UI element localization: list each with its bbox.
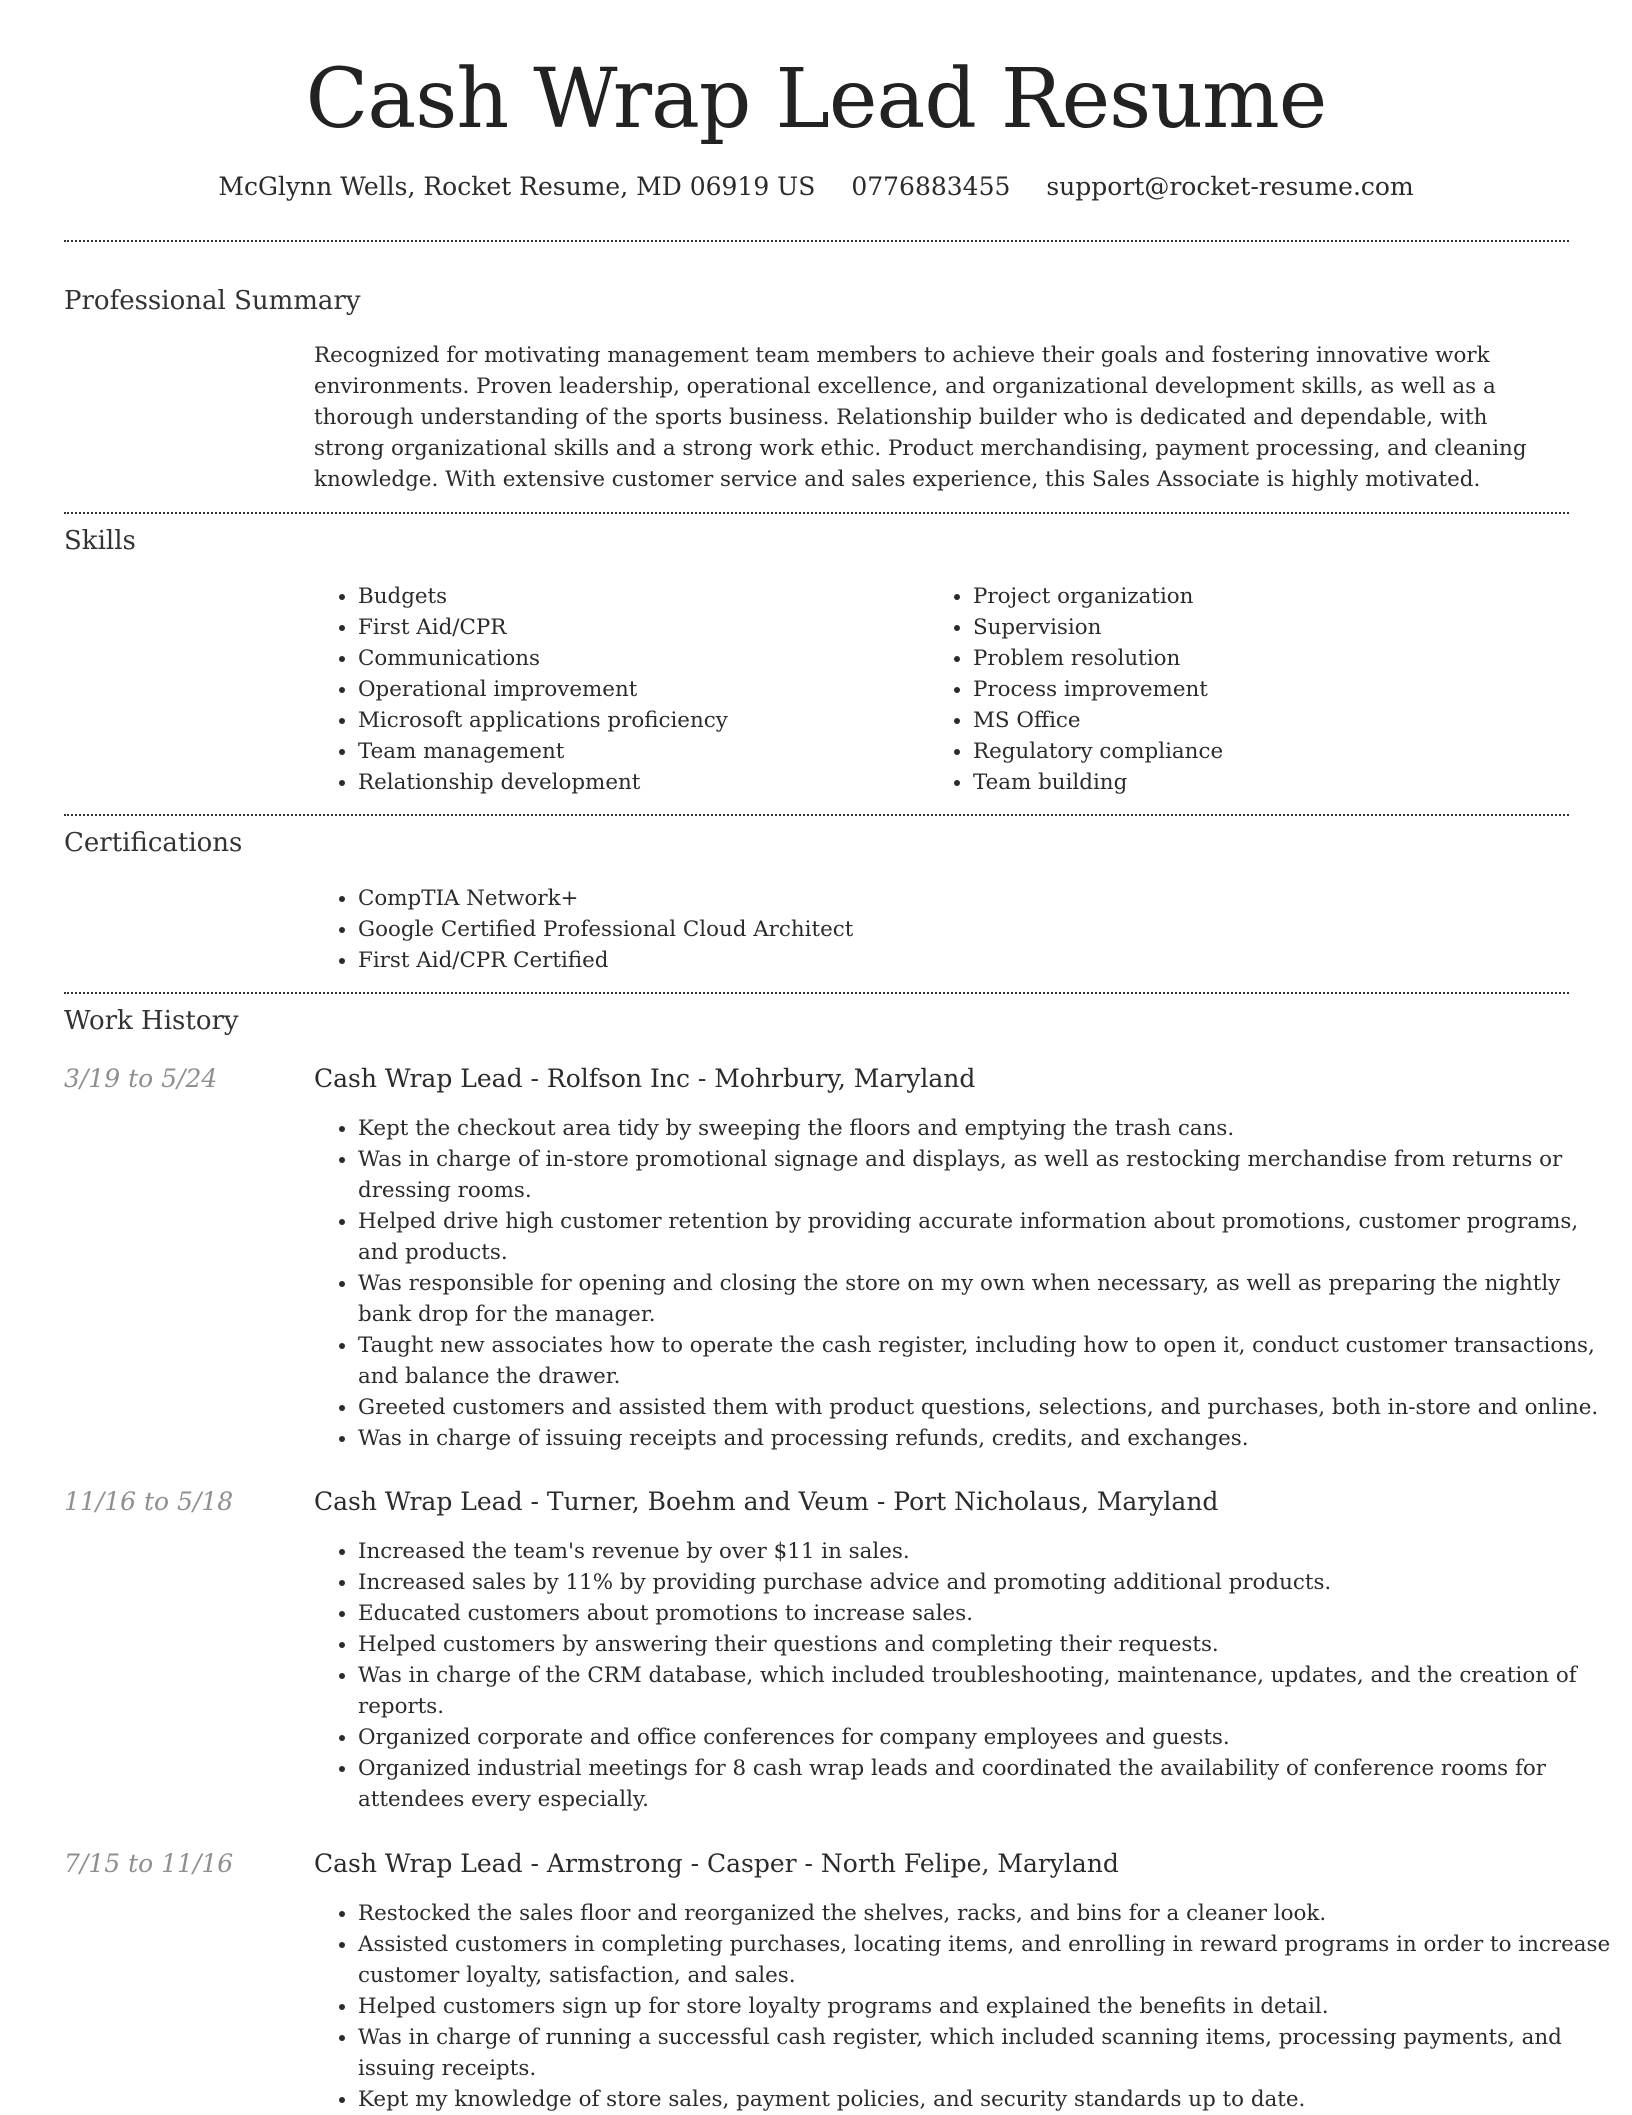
list-item: • First Aid/CPR Certified — [358, 945, 1558, 976]
list-item: • Increased sales by 11% by providing purchase advice and promoting additional products. — [358, 1567, 1614, 1598]
list-item: • Was in charge of running a successful cash register, which included scanning items, processing payments, and issuing receipts. — [358, 2022, 1614, 2084]
list-item: • Organized industrial meetings for 8 cash wrap leads and coordinated the availability of conference rooms for attendees every especially. — [358, 1753, 1614, 1815]
summary-text: Recognized for motivating management team members to achieve their goals and fostering innovative work environments. Proven leadership, operational excellence, and organizational development skills, as well as a thorough understanding of the sports business. Relationship builder who is dedicated and dependable, with strong organizational skills and a strong work ethic. Product merchandising, payment processing, and cleaning knowledge. With extensive customer service and sales experience, this Sales Associate is highly motivated. — [314, 343, 1527, 492]
job-dates: 3/19 to 5/24 — [64, 1064, 218, 1093]
list-item: • CompTIA Network+ — [358, 883, 1558, 914]
skills-list-left — [314, 581, 918, 798]
list-item: • Helped drive high customer retention by providing accurate information about promotions, customer programs, and products. — [358, 1206, 1614, 1268]
list-item: • Was in charge of the CRM database, which included troubleshooting, maintenance, updates, and the creation of reports. — [358, 1660, 1614, 1722]
certifications-heading: Certifications — [64, 828, 243, 858]
divider — [64, 240, 1569, 242]
list-item: • Process improvement — [973, 674, 1573, 705]
summary-heading: Professional Summary — [64, 286, 361, 316]
certifications-list — [314, 883, 1558, 976]
list-item: • First Aid/CPR — [358, 612, 918, 643]
list-item: • Communications — [358, 643, 918, 674]
job-bullets — [314, 1536, 1614, 1815]
list-item: • Team building — [973, 767, 1573, 798]
list-item: • Was in charge of issuing receipts and processing refunds, credits, and exchanges. — [358, 1423, 1614, 1454]
list-item: • Operational improvement — [358, 674, 918, 705]
list-item: • Project organization — [973, 581, 1573, 612]
list-item: • Regulatory compliance — [973, 736, 1573, 767]
list-item: • Taught new associates how to operate the cash register, including how to open it, conduct customer transactions, and balance the drawer. — [358, 1330, 1614, 1392]
list-item: • Increased the team's revenue by over $11 in sales. — [358, 1536, 1614, 1567]
contact-address: McGlynn Wells, Rocket Resume, MD 06919 US — [218, 172, 816, 201]
list-item: • Problem resolution — [973, 643, 1573, 674]
list-item: • Kept my knowledge of store sales, payment policies, and security standards up to date. — [358, 2084, 1614, 2115]
list-item: • Kept the checkout area tidy by sweeping the floors and emptying the trash cans. — [358, 1113, 1614, 1144]
job-dates: 7/15 to 11/16 — [64, 1849, 234, 1878]
job-title: Cash Wrap Lead - Turner, Boehm and Veum - Port Nicholaus, Maryland — [314, 1487, 1219, 1516]
list-item: • Google Certified Professional Cloud Architect — [358, 914, 1558, 945]
list-item: • Helped customers by answering their questions and completing their requests. — [358, 1629, 1614, 1660]
list-item: • MS Office — [973, 705, 1573, 736]
job-title: Cash Wrap Lead - Armstrong - Casper - North Felipe, Maryland — [314, 1849, 1119, 1878]
list-item: • Was in charge of in-store promotional signage and displays, as well as restocking merchandise from returns or dressing rooms. — [358, 1144, 1614, 1206]
job-title: Cash Wrap Lead - Rolfson Inc - Mohrbury, Maryland — [314, 1064, 976, 1093]
list-item: • Organized corporate and office conferences for company employees and guests. — [358, 1722, 1614, 1753]
skills-list-right — [929, 581, 1573, 798]
list-item: • Microsoft applications proficiency — [358, 705, 918, 736]
list-item: • Supervision — [973, 612, 1573, 643]
list-item: • Assisted customers in completing purchases, locating items, and enrolling in reward programs in order to increase customer loyalty, satisfaction, and sales. — [358, 1929, 1614, 1991]
list-item: • Educated customers about promotions to increase sales. — [358, 1598, 1614, 1629]
resume-title: Cash Wrap Lead Resume — [305, 52, 1327, 147]
contact-phone: 0776883455 — [851, 172, 1011, 201]
contact-email: support@rocket-resume.com — [1046, 172, 1414, 201]
list-item: • Greeted customers and assisted them with product questions, selections, and purchases, both in-store and online. — [358, 1392, 1614, 1423]
work-history-heading: Work History — [64, 1006, 239, 1036]
list-item: • Team management — [358, 736, 918, 767]
divider — [64, 814, 1569, 816]
list-item: • Restocked the sales floor and reorganized the shelves, racks, and bins for a cleaner look. — [358, 1898, 1614, 1929]
divider — [64, 512, 1569, 514]
job-dates: 11/16 to 5/18 — [64, 1487, 234, 1516]
contact-line — [0, 170, 1632, 204]
list-item: • Budgets — [358, 581, 918, 612]
list-item: • Relationship development — [358, 767, 918, 798]
skills-heading: Skills — [64, 526, 136, 556]
list-item: • Helped customers sign up for store loyalty programs and explained the benefits in detail. — [358, 1991, 1614, 2022]
job-bullets — [314, 1113, 1614, 1454]
list-item: • Was responsible for opening and closing the store on my own when necessary, as well as preparing the nightly bank drop for the manager. — [358, 1268, 1614, 1330]
divider — [64, 992, 1569, 994]
job-bullets — [314, 1898, 1614, 2115]
